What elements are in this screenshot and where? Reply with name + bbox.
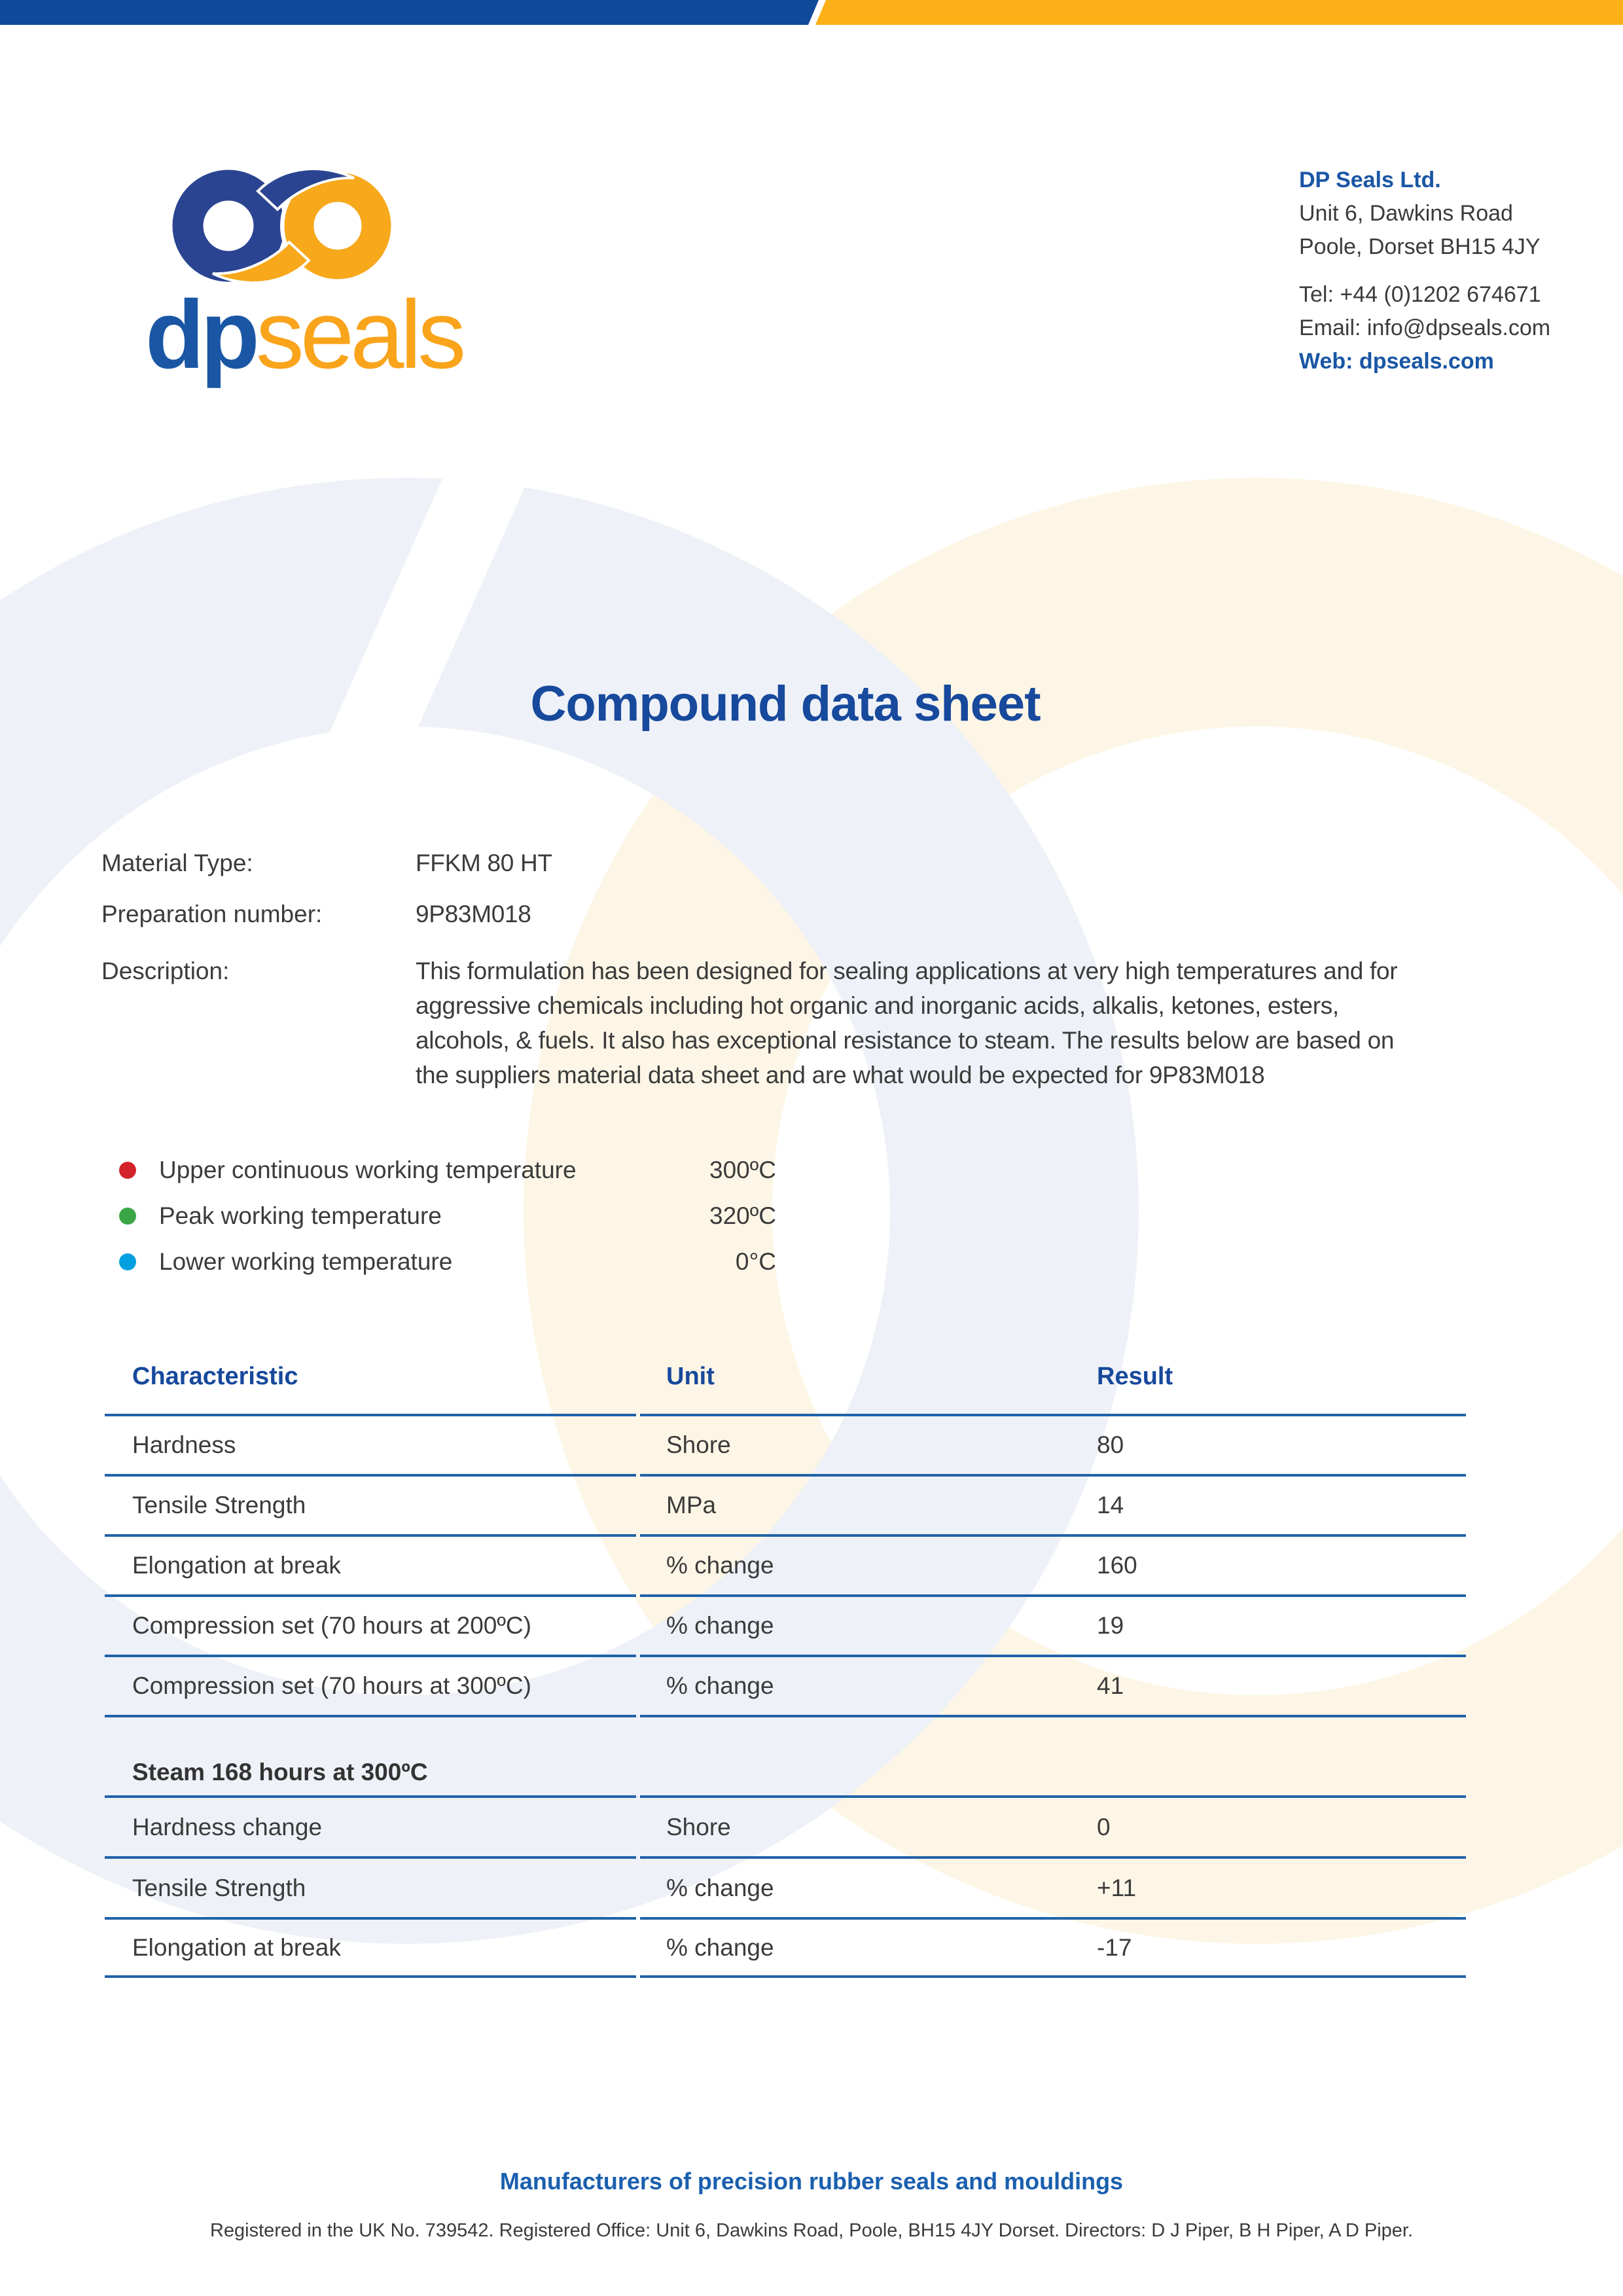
- cell-unit: Shore: [666, 1431, 731, 1458]
- contact-spacer: [1299, 264, 1550, 278]
- logo-rings-icon: [160, 164, 408, 288]
- cell-characteristic: Hardness: [105, 1414, 636, 1474]
- table-row: [105, 1594, 1466, 1655]
- cell-result: 0: [1097, 1813, 1111, 1840]
- bullet-dot-icon: [119, 1162, 136, 1179]
- table-row: [105, 1917, 1466, 1978]
- temperature-value: 300ºC: [709, 1157, 776, 1183]
- cell-characteristic: Tensile Strength: [105, 1474, 636, 1534]
- logo-wordmark-dp: dp: [145, 281, 256, 389]
- cell-unit: % change: [666, 1933, 774, 1961]
- header-characteristic: Characteristic: [132, 1363, 298, 1390]
- temperature-list-item: [119, 1199, 776, 1233]
- table-row: [105, 1534, 1466, 1594]
- steam-section-heading: Steam 168 hours at 300ºC: [105, 1715, 636, 1795]
- preparation-number-row: [101, 897, 1436, 931]
- contact-telephone: Tel: +44 (0)1202 674671: [1299, 282, 1541, 307]
- preparation-number-label: Preparation number:: [101, 901, 323, 927]
- cell-unit: % change: [666, 1612, 774, 1639]
- results-table: [105, 1361, 1466, 1978]
- description-row: [101, 954, 1436, 1092]
- cell-characteristic: Compression set (70 hours at 300ºC): [105, 1655, 636, 1715]
- cell-characteristic: Tensile Strength: [105, 1856, 636, 1917]
- cell-unit: Shore: [666, 1813, 731, 1840]
- footer-tagline: Manufacturers of precision rubber seals and mouldings: [499, 2168, 1124, 2195]
- page-title: Compound data sheet: [530, 676, 1041, 732]
- material-type-label: Material Type:: [101, 850, 253, 876]
- preparation-number-value: 9P83M018: [416, 901, 531, 927]
- steam-table-body: [105, 1795, 1466, 1978]
- cell-characteristic: Elongation at break: [105, 1534, 636, 1594]
- header-bar: [0, 0, 1623, 25]
- cell-result: 14: [1097, 1492, 1124, 1518]
- table-row: [105, 1655, 1466, 1715]
- logo-wordmark: [145, 281, 463, 389]
- description-text: This formulation has been designed for sealing applications at very high temperatures and for aggressive chemicals including hot organic and inorganic acids, alkalis, ketones, esters, alcohols, & fuels. It also has exceptional resistance to steam. The results below are based on the suppliers material data sheet and are what would be expected for 9P83M018: [416, 958, 1398, 1088]
- working-temperatures-list: [119, 1153, 776, 1291]
- footer-registration-text: Registered in the UK No. 739542. Registered Office: Unit 6, Dawkins Road, Poole, BH15 4JY Dorset. Directors: D J Piper, B H Piper, A D Piper.: [209, 2220, 1414, 2241]
- cell-unit: % change: [666, 1552, 774, 1579]
- temperature-label: Lower working temperature: [159, 1248, 453, 1275]
- table-row: [105, 1474, 1466, 1534]
- contact-block: [1299, 164, 1550, 378]
- temperature-list-item: [119, 1153, 776, 1187]
- contact-website: Web: dpseals.com: [1299, 349, 1494, 374]
- cell-result: 160: [1097, 1552, 1137, 1579]
- header-result: Result: [1097, 1363, 1173, 1390]
- cell-unit: % change: [666, 1874, 774, 1901]
- temperature-value: 320ºC: [709, 1202, 776, 1229]
- cell-result: -17: [1097, 1933, 1132, 1961]
- cell-result: 41: [1097, 1672, 1124, 1699]
- temperature-value: 0°C: [735, 1248, 776, 1275]
- cell-result: 80: [1097, 1431, 1124, 1458]
- temperature-label: Upper continuous working temperature: [159, 1157, 577, 1183]
- table-header-row: [105, 1361, 1466, 1414]
- cell-characteristic: Compression set (70 hours at 200ºC): [105, 1594, 636, 1655]
- company-logo: [145, 157, 486, 393]
- logo-wordmark-seals: seals: [255, 281, 463, 389]
- description-label: Description:: [101, 958, 230, 984]
- material-type-row: [101, 846, 1436, 880]
- contact-company-name: DP Seals Ltd.: [1299, 168, 1441, 192]
- table-row: [105, 1414, 1466, 1474]
- contact-email: Email: info@dpseals.com: [1299, 315, 1551, 340]
- material-type-value: FFKM 80 HT: [416, 850, 552, 876]
- steam-section-heading-row: [105, 1715, 1466, 1795]
- contact-address-line1: Unit 6, Dawkins Road: [1299, 201, 1513, 226]
- cell-characteristic: Elongation at break: [105, 1917, 636, 1978]
- table-body: [105, 1414, 1466, 1715]
- cell-result: 19: [1097, 1612, 1124, 1639]
- table-row: [105, 1795, 1466, 1856]
- bullet-dot-icon: [119, 1253, 136, 1270]
- header-unit: Unit: [666, 1363, 715, 1390]
- contact-address-line2: Poole, Dorset BH15 4JY: [1299, 234, 1541, 259]
- table-row: [105, 1856, 1466, 1917]
- temperature-label: Peak working temperature: [159, 1202, 442, 1229]
- cell-characteristic: Hardness change: [105, 1795, 636, 1856]
- cell-unit: % change: [666, 1672, 774, 1699]
- cell-unit: MPa: [666, 1492, 717, 1518]
- bullet-dot-icon: [119, 1208, 136, 1225]
- temperature-list-item: [119, 1245, 776, 1279]
- cell-result: +11: [1097, 1874, 1137, 1901]
